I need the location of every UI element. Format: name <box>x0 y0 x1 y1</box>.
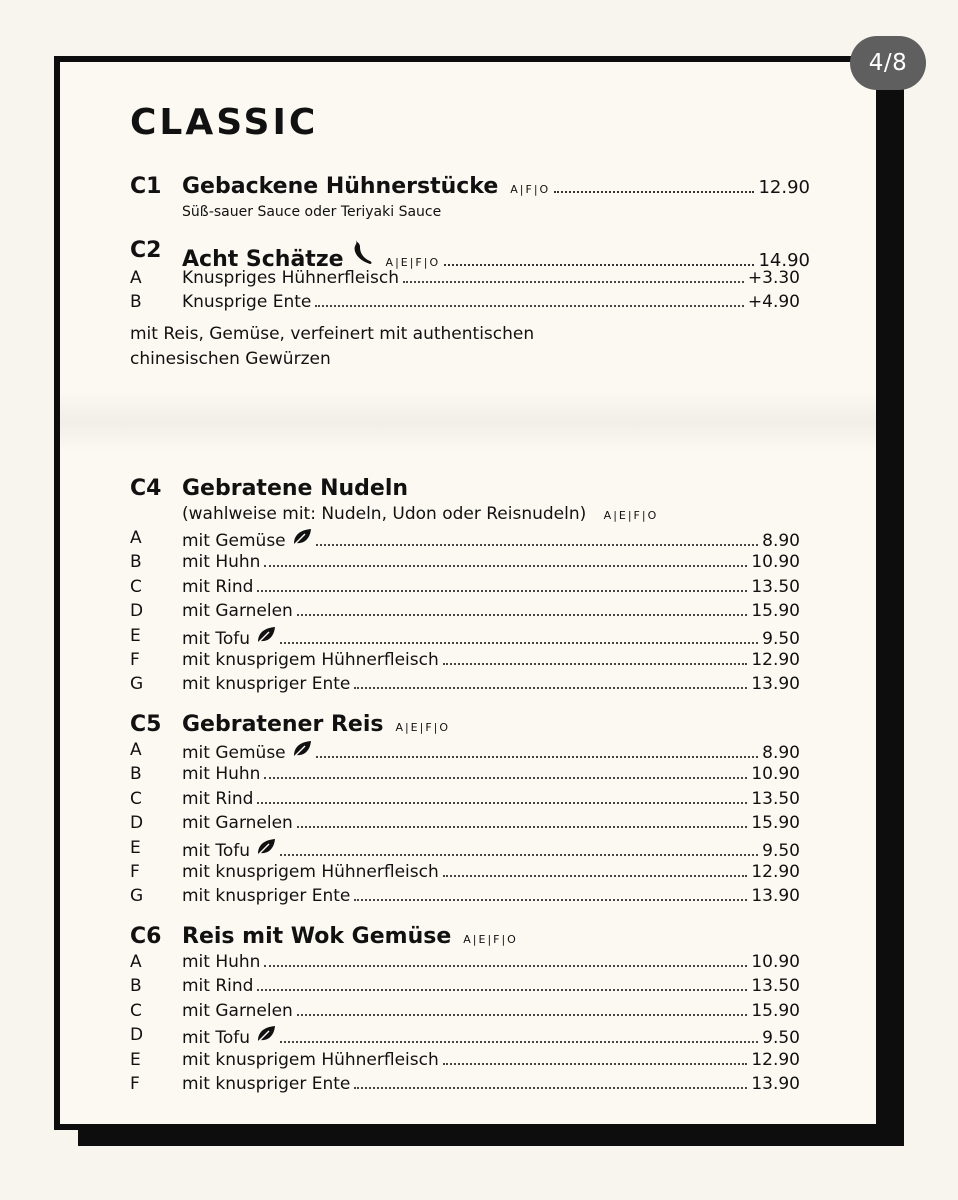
item-label: mit Huhn <box>182 764 261 785</box>
item-letter: C <box>130 1000 142 1021</box>
menu-card <box>54 56 882 1130</box>
list-item <box>130 552 800 576</box>
item-letter: E <box>130 1049 141 1070</box>
list-item <box>130 626 800 650</box>
item-letter: B <box>130 764 142 785</box>
allergen-codes: A|E|F|O <box>603 509 659 522</box>
dot-leader <box>354 899 747 901</box>
dot-leader <box>444 264 754 266</box>
list-item <box>130 577 800 601</box>
dot-leader <box>297 1014 748 1016</box>
list-item <box>130 1074 800 1098</box>
item-label: mit Garnelen <box>182 813 293 834</box>
item-letter: A <box>130 952 142 972</box>
item-letter: G <box>130 674 144 695</box>
dot-leader <box>443 875 748 877</box>
item-price: 10.90 <box>751 552 800 573</box>
section-c4-header <box>130 476 810 506</box>
list-item <box>130 528 800 552</box>
item-label: Knuspriges Hühnerfleisch <box>182 268 399 288</box>
page-title: CLASSIC <box>130 102 319 143</box>
item-label: mit Rind <box>182 976 254 997</box>
item-price: +4.90 <box>747 292 800 312</box>
item-label: mit Tofu <box>182 628 251 649</box>
item-label: mit knusprigem Hühnerfleisch <box>182 862 439 882</box>
section-code: C4 <box>130 476 162 501</box>
page-indicator: 4/8 <box>850 36 926 90</box>
item-price: 13.50 <box>751 976 800 997</box>
section-c4-subtitle <box>182 504 658 524</box>
section-code: C2 <box>130 238 162 263</box>
note-line: mit Reis, Gemüse, verfeinert mit authentischen <box>130 324 535 344</box>
dot-leader <box>297 826 748 828</box>
fade-band <box>60 392 876 452</box>
item-price: 13.50 <box>751 788 800 809</box>
item-price: 9.50 <box>762 628 800 649</box>
item-price: 15.90 <box>751 813 800 834</box>
item-label: Knusprige Ente <box>182 292 312 312</box>
item-letter: F <box>130 650 140 670</box>
section-c1-header <box>130 174 810 204</box>
item-letter: C <box>130 788 142 809</box>
dot-leader <box>257 989 747 991</box>
item-letter: F <box>130 1074 140 1094</box>
item-label: mit Rind <box>182 576 254 597</box>
list-item <box>130 740 800 764</box>
item-label: mit Garnelen <box>182 1000 293 1021</box>
dot-leader <box>257 590 747 592</box>
item-price: +3.30 <box>747 268 800 288</box>
note-line: chinesischen Gewürzen <box>130 349 331 369</box>
list-item <box>130 886 800 910</box>
section-c1-subtitle: Süß-sauer Sauce oder Teriyaki Sauce <box>182 204 442 220</box>
item-label: mit Rind <box>182 788 254 809</box>
section-c6-header <box>130 924 810 954</box>
item-price: 10.90 <box>751 764 800 785</box>
list-item <box>130 838 800 862</box>
list-item <box>130 952 800 976</box>
section-name: Gebackene Hühnerstücke <box>182 174 499 199</box>
item-label: mit Gemüse <box>182 743 286 763</box>
item-label: mit Gemüse <box>182 531 286 551</box>
item-letter: B <box>130 292 142 312</box>
dot-leader <box>257 802 747 804</box>
item-price: 8.90 <box>762 743 800 763</box>
dot-leader <box>264 965 747 967</box>
section-code: C5 <box>130 712 162 737</box>
dot-leader <box>280 1041 758 1043</box>
item-letter: D <box>130 601 144 622</box>
section-code: C6 <box>130 924 162 949</box>
leaf-icon <box>256 838 276 861</box>
dot-leader <box>264 777 747 779</box>
section-name: Acht Schätze <box>182 247 344 272</box>
dot-leader <box>264 565 747 567</box>
item-letter: E <box>130 837 141 858</box>
item-letter: G <box>130 886 144 907</box>
dot-leader <box>280 642 758 644</box>
leaf-icon <box>292 528 312 551</box>
item-label: mit Tofu <box>182 1028 251 1049</box>
item-label: mit knusprigem Hühnerfleisch <box>182 650 439 670</box>
allergen-codes: A|E|F|O <box>395 721 451 734</box>
item-price: 9.50 <box>762 1028 800 1049</box>
item-label: mit Tofu <box>182 840 251 861</box>
item-letter: D <box>130 1025 144 1046</box>
subtitle-text: (wahlweise mit: Nudeln, Udon oder Reisnudeln) <box>182 504 587 524</box>
item-letter: B <box>130 552 142 573</box>
item-price: 15.90 <box>751 601 800 622</box>
list-item <box>130 650 800 674</box>
price: 14.90 <box>758 250 810 271</box>
allergen-codes: A|F|O <box>510 183 551 196</box>
item-label: mit knuspriger Ente <box>182 1074 351 1094</box>
chili-icon <box>350 238 374 272</box>
item-price: 13.50 <box>751 576 800 597</box>
dot-leader <box>403 281 744 283</box>
list-item <box>130 674 800 698</box>
dot-leader <box>315 305 744 307</box>
item-letter: F <box>130 862 140 882</box>
item-letter: A <box>130 268 142 288</box>
item-letter: D <box>130 813 144 834</box>
item-label: mit Huhn <box>182 952 261 972</box>
list-item <box>130 764 800 788</box>
section-code: C1 <box>130 174 162 199</box>
item-letter: A <box>130 528 142 548</box>
list-item <box>130 789 800 813</box>
dot-leader <box>443 663 748 665</box>
leaf-icon <box>256 626 276 649</box>
section-name: Reis mit Wok Gemüse <box>182 924 452 949</box>
section-c5-header <box>130 712 810 742</box>
list-item <box>130 813 800 837</box>
dot-leader <box>316 544 759 546</box>
item-price: 12.90 <box>751 650 800 670</box>
allergen-codes: A|E|F|O <box>385 256 441 269</box>
item-label: mit knuspriger Ente <box>182 886 351 907</box>
allergen-codes: A|E|F|O <box>463 933 518 946</box>
list-item <box>130 1025 800 1049</box>
list-item <box>130 1050 800 1074</box>
item-price: 12.90 <box>751 1049 800 1070</box>
dot-leader <box>297 614 748 616</box>
list-item <box>130 976 800 1000</box>
dot-leader <box>354 687 747 689</box>
section-name: Gebratene Nudeln <box>182 476 409 501</box>
item-price: 9.50 <box>762 840 800 861</box>
item-label: mit Garnelen <box>182 601 293 622</box>
item-letter: E <box>130 625 141 646</box>
dot-leader <box>554 191 754 193</box>
section-name: Gebratener Reis <box>182 712 384 737</box>
list-item <box>130 601 800 625</box>
item-price: 13.90 <box>751 674 800 695</box>
item-letter: C <box>130 576 142 597</box>
list-item <box>130 862 800 886</box>
item-letter: A <box>130 740 142 760</box>
leaf-icon <box>256 1025 276 1048</box>
dot-leader <box>443 1063 748 1065</box>
dot-leader <box>354 1087 747 1089</box>
item-letter: B <box>130 976 142 997</box>
item-price: 10.90 <box>751 952 800 972</box>
item-label: mit Huhn <box>182 552 261 573</box>
item-label: mit knusprigem Hühnerfleisch <box>182 1049 439 1070</box>
item-price: 12.90 <box>751 862 800 882</box>
dot-leader <box>316 756 759 758</box>
price: 12.90 <box>758 177 810 198</box>
list-item <box>130 268 800 292</box>
leaf-icon <box>292 740 312 763</box>
section-c2-note <box>130 322 650 372</box>
list-item <box>130 292 800 316</box>
item-price: 15.90 <box>751 1000 800 1021</box>
dot-leader <box>280 854 758 856</box>
section-c2-header <box>130 238 810 272</box>
item-price: 8.90 <box>762 531 800 551</box>
item-price: 13.90 <box>751 1074 800 1094</box>
item-label: mit knuspriger Ente <box>182 674 351 695</box>
list-item <box>130 1001 800 1025</box>
item-price: 13.90 <box>751 886 800 907</box>
